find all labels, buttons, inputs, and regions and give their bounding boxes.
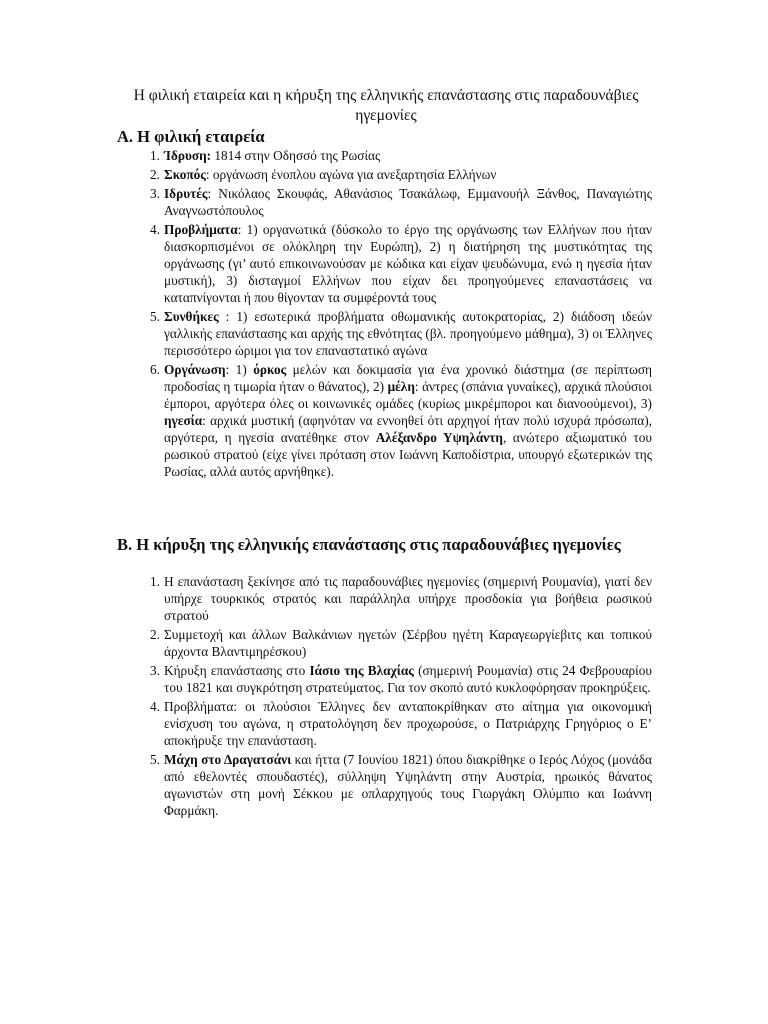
text-segment: και ήττα (7 Ιουνίου 1821) όπου διακρίθηκε ο Ιερός Λόχος (μονάδα από εθελοντές σπουδαστές), σύλληψη Υψηλάντη στην Αυστρία, ηρωικός θάνατος αγωνιστών στη μονή Σέκκου με οπλαρχηγούς τους Γιωργάκη Ολύμπιο και Ιωάννη Φαρμάκη.: [164, 752, 652, 818]
bold-text-segment: Αλέξανδρο Υψηλάντη: [375, 430, 503, 445]
item-number: 6.: [150, 362, 160, 377]
text-segment: : 1): [225, 362, 254, 377]
bold-text-segment: Ίδρυση:: [164, 148, 212, 163]
item-number: 4.: [150, 222, 160, 237]
item-text: [164, 222, 652, 305]
item-text: [164, 663, 652, 695]
item-number: 1.: [150, 148, 160, 163]
item-number: 5.: [150, 752, 160, 767]
section-b-list: [150, 573, 652, 821]
text-segment: : 1) εσωτερικά προβλήματα οθωμανικής αυτοκρατορίας, 2) διάδοση ιδεών γαλλικής επανάστασης και αρχής της εθνότητας (βλ. προηγούμενο μάθημα), 3) οι Έλληνες περισσότερο ώριμοι για τον επαναστατικό αγώνα: [164, 309, 652, 358]
section-b-heading: Β. Η κήρυξη της ελληνικής επανάστασης στις παραδουνάβιες ηγεμονίες: [117, 535, 621, 554]
text-segment: (σημερινή Ρουμανία) στις 24 Φεβρουαρίου του 1821 και συγκρότηση στρατεύματος. Για τον σκοπό αυτό κυκλοφόρησαν προκηρύξεις.: [164, 663, 652, 695]
item-text: [164, 752, 652, 818]
item-text: [164, 309, 652, 358]
item-text: [164, 627, 652, 659]
text-segment: 1814 στην Οδησσό της Ρωσίας: [211, 148, 381, 163]
list-item: [150, 751, 652, 819]
item-text: [164, 167, 496, 182]
bold-text-segment: Μάχη στο Δραγατσάνι: [164, 752, 292, 767]
list-item: [150, 221, 652, 306]
bold-text-segment: Ιάσιο της Βλαχίας: [309, 663, 414, 678]
text-segment: μελών και δοκιμασία για ένα χρονικό διάστημα (σε περίπτωση προδοσίας η τιμωρία ήταν ο θάνατος), 2): [164, 362, 653, 394]
bold-text-segment: ηγεσία: [164, 413, 203, 428]
bold-text-segment: Συνθήκες: [164, 309, 219, 324]
text-segment: : 1) οργανωτικά (δύσκολο το έργο της οργάνωσης των Ελλήνων που ήταν διασκορπισμένοι σε ολόκληρη την Ευρώπη), 2) η διατήρηση της μυστικότητας της οργάνωσης (γι’ αυτό επικοινωνούσαν με κώδικα και είχαν ψευδώνυμα, ενώ η ηγεσία ήταν μυστική), 3) δισταγμοί Ελλήνων που είχαν δει προηγούμενες επαναστάσεις να καταπνίγονται ή που θίγονταν τα συμφέροντά τους: [164, 222, 652, 305]
section-a-heading: Α. Η φιλική εταιρεία: [117, 127, 265, 146]
text-segment: , ανώτερο αξιωματικό του ρωσικού στρατού (είχε γίνει πρόταση στον Ιωάννη Καποδίστρια, υπουργό εξωτερικών της Ρωσίας, αλλά αυτός αρνήθηκε).: [164, 430, 653, 479]
list-item: [150, 626, 652, 660]
text-segment: Κήρυξη επανάστασης στο: [164, 663, 310, 678]
list-item: [150, 185, 652, 219]
text-segment: Προβλήματα: οι πλούσιοι Έλληνες δεν ανταποκρίθηκαν στο αίτημα για οικονομική ενίσχυση του αγώνα, η στρατολόγηση δεν προχωρούσε, ο Πατριάρχης Γρηγόριος ο Ε’ αποκήρυξε την επανάσταση.: [164, 699, 652, 748]
list-item: [150, 361, 653, 480]
list-item: [150, 166, 652, 183]
list-item: [150, 308, 652, 359]
text-segment: : άντρες (σπάνια γυναίκες), αρχικά πλούσιοι έμποροι, αργότερα όλες οι κοινωνικές ομάδες (κυρίως μικρέμποροι και διανοούμενοι), 3): [164, 379, 652, 411]
item-number: 3.: [150, 663, 160, 678]
section-a-list: [150, 147, 653, 482]
bold-text-segment: Οργάνωση: [164, 362, 226, 377]
item-number: 2.: [150, 627, 160, 642]
bold-text-segment: Προβλήματα: [164, 222, 238, 237]
list-item: [150, 662, 652, 696]
item-text: [164, 148, 380, 163]
item-text: [164, 362, 652, 479]
text-segment: : αρχικά μυστική (αφηνόταν να εννοηθεί ότι αρχηγοί ήταν πολύ ισχυρά πρόσωπα), αργότερα, η ηγεσία ανατέθηκε στον: [164, 413, 652, 445]
item-number: 4.: [150, 699, 160, 714]
document-title: Η φιλική εταιρεία και η κήρυξη της ελληνικής επανάστασης στις παραδουνάβιες ηγεμονίες: [133, 87, 639, 124]
bold-text-segment: Ιδρυτές: [164, 186, 208, 201]
item-number: 1.: [150, 574, 160, 589]
text-segment: : οργάνωση ένοπλου αγώνα για ανεξαρτησία Ελλήνων: [205, 167, 497, 182]
bold-text-segment: όρκος: [253, 362, 287, 377]
text-segment: : Νικόλαος Σκουφάς, Αθανάσιος Τσακάλωφ, Εμμανουήλ Ξάνθος, Παναγιώτης Αναγνωστόπουλος: [164, 186, 652, 218]
list-item: [150, 147, 652, 164]
text-segment: Η επανάσταση ξεκίνησε από τις παραδουνάβιες ηγεμονίες (σημερινή Ρουμανία), γιατί δεν υπήρχε τουρκικός στρατός και παράλληλα υπήρχε προσδοκία για βοήθεια ρωσικού στρατού: [164, 574, 652, 623]
item-text: [164, 574, 652, 623]
list-item: [150, 573, 652, 624]
item-number: 2.: [150, 167, 160, 182]
item-text: [164, 186, 652, 218]
text-segment: Συμμετοχή και άλλων Βαλκάνιων ηγετών (Σέρβου ηγέτη Καραγεωργίεβιτς και τοπικού άρχοντα Βλαντιμηρέσκου): [164, 627, 652, 659]
item-text: [164, 699, 652, 748]
bold-text-segment: Σκοπός: [164, 167, 206, 182]
list-item: [150, 698, 652, 749]
item-number: 5.: [150, 309, 160, 324]
bold-text-segment: μέλη: [387, 379, 415, 394]
item-number: 3.: [150, 186, 160, 201]
